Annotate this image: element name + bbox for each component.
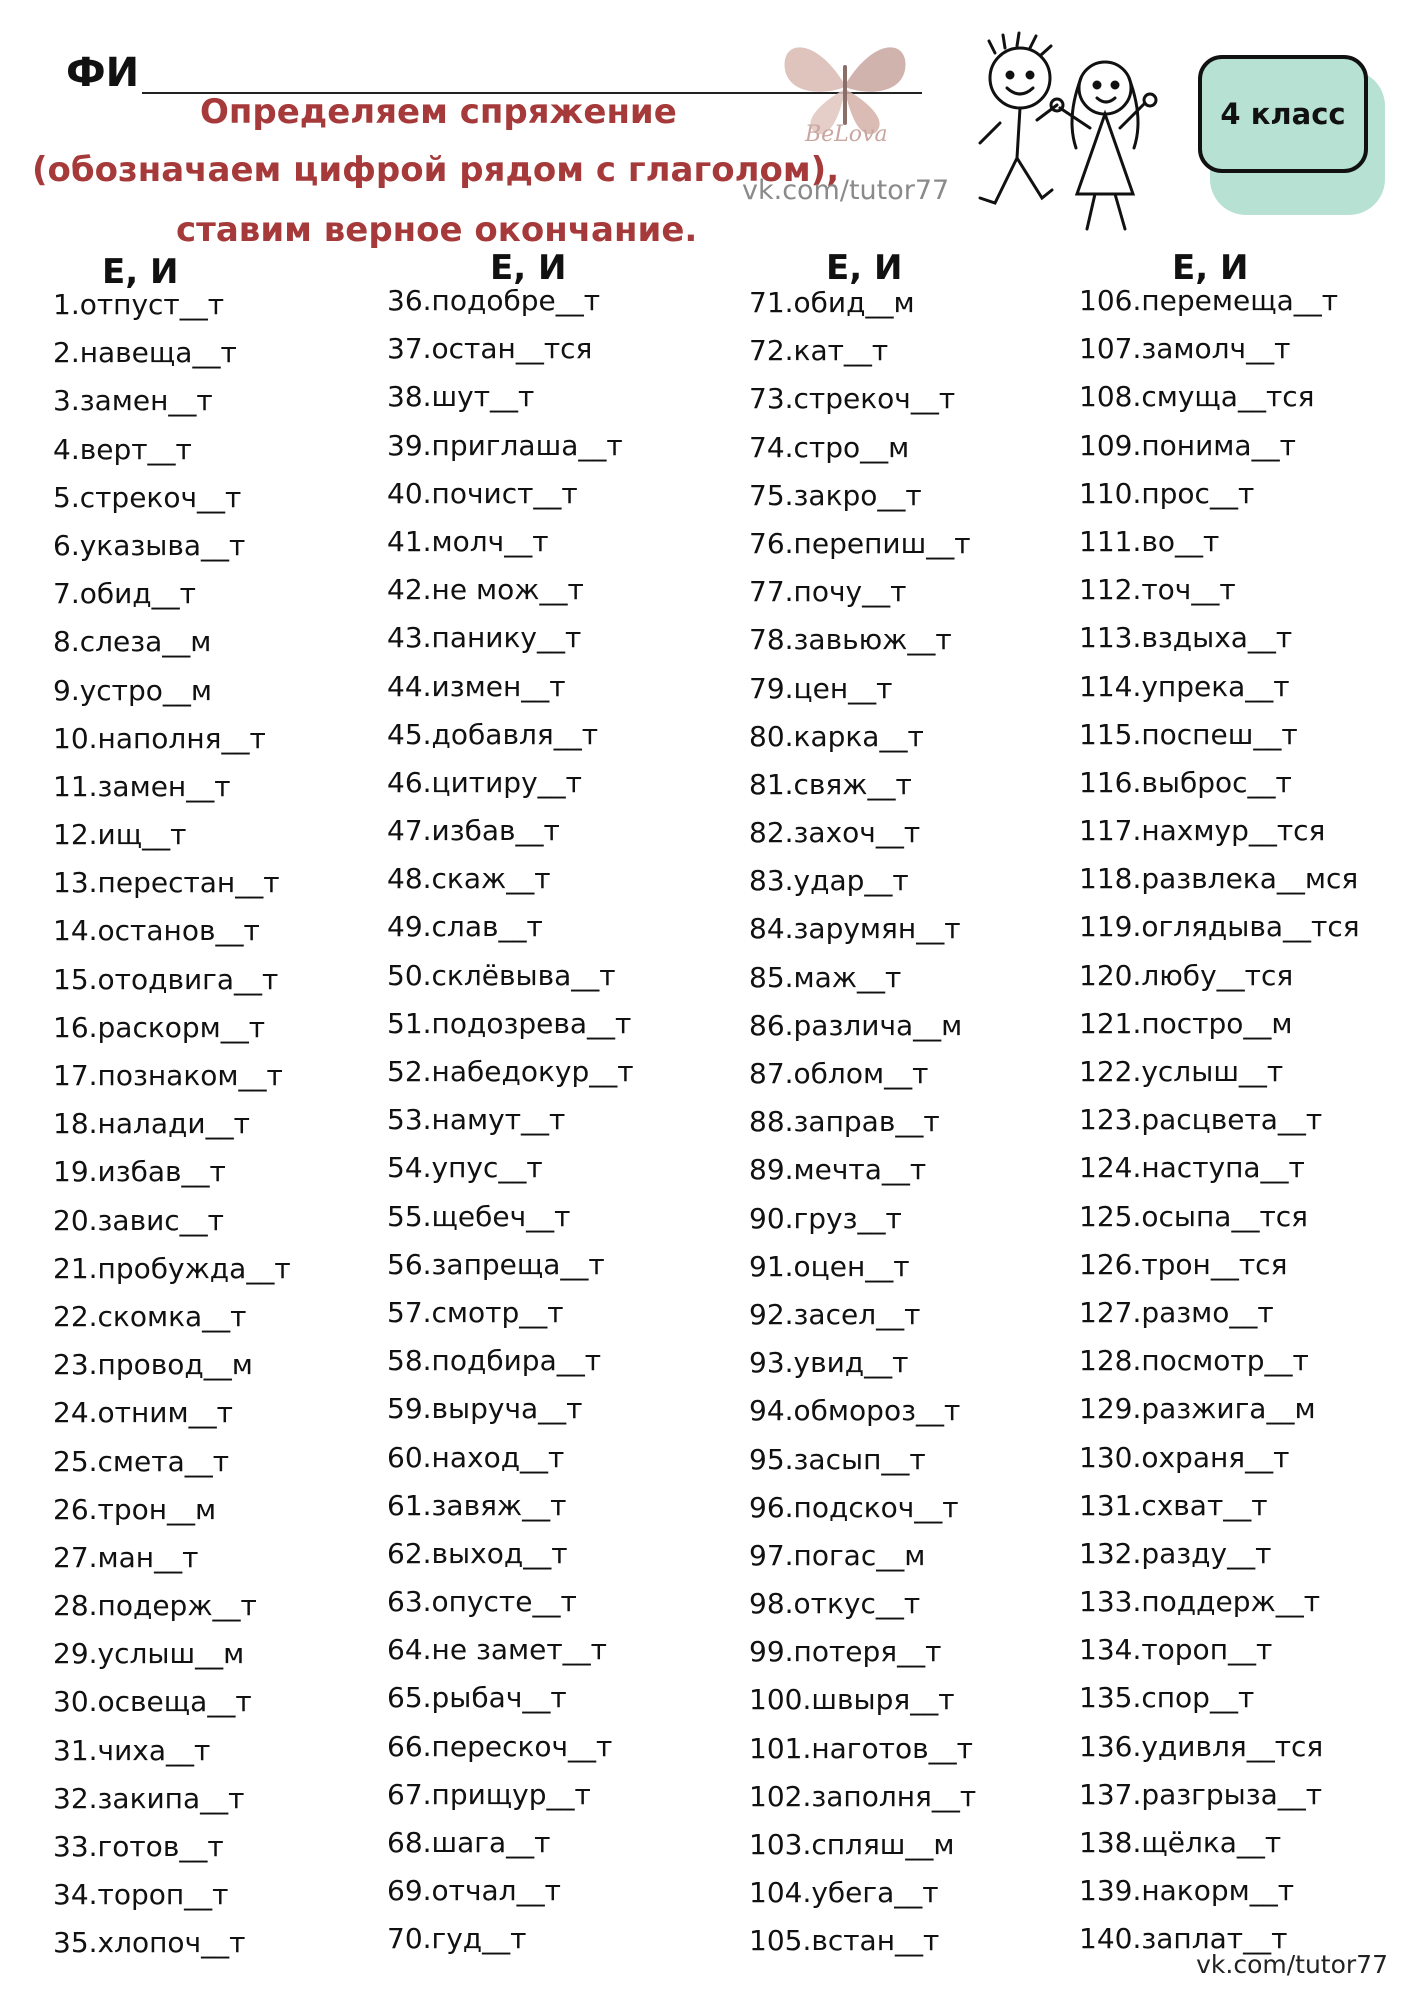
verb-item: 55.щебеч__т — [387, 1199, 571, 1233]
verb-item: 9.устро__м — [53, 673, 213, 707]
verb-item: 67.прищур__т — [387, 1777, 591, 1811]
verb-item: 89.мечта__т — [749, 1153, 927, 1187]
verb-item: 102.заполня__т — [749, 1779, 977, 1813]
verb-column-4 — [1079, 284, 1360, 1971]
verb-item: 103.спляш__м — [749, 1828, 955, 1861]
verb-item: 22.скомка__т — [53, 1299, 247, 1333]
verb-item: 60.наход__т — [387, 1440, 565, 1474]
verb-item: 32.закипа__т — [53, 1781, 245, 1815]
verb-item: 76.перепиш__т — [749, 526, 971, 560]
verb-item: 74.стро__м — [749, 430, 910, 464]
verb-item: 34.тороп__т — [53, 1878, 229, 1912]
verb-item: 38.шут__т — [387, 380, 535, 414]
verb-item: 43.панику__т — [387, 621, 582, 655]
verb-item: 51.подозрева__т — [387, 1006, 632, 1040]
verb-item: 17.познаком__т — [53, 1059, 283, 1092]
verb-item: 6.указыва__т — [53, 528, 246, 562]
verb-item: 19.избав__т — [53, 1155, 226, 1189]
verb-item: 58.подбира__т — [387, 1344, 602, 1378]
verb-item: 64.не замет__т — [387, 1633, 607, 1667]
verb-item: 93.увид__т — [749, 1346, 909, 1380]
verb-item: 65.рыбач__т — [387, 1681, 567, 1715]
vk-link-bottom[interactable]: vk.com/tutor77 — [1196, 1950, 1388, 1979]
verb-item: 68.шага__т — [387, 1826, 551, 1859]
verb-item: 96.подскоч__т — [749, 1490, 959, 1524]
column-header-4: Е, И — [1172, 248, 1249, 288]
verb-item: 27.ман__т — [53, 1540, 199, 1574]
verb-item: 53.намут__т — [387, 1103, 566, 1137]
verb-item: 25.смета__т — [53, 1444, 230, 1478]
verb-item: 135.спор__т — [1079, 1681, 1255, 1715]
verb-item: 12.ищ__т — [53, 818, 187, 852]
column-header-1: Е, И — [102, 252, 179, 292]
verb-item: 4.верт__т — [53, 432, 192, 466]
verb-item: 8.слеза__м — [53, 625, 212, 659]
verb-item: 13.перестан__т — [53, 866, 280, 900]
verb-item: 101.наготов__т — [749, 1731, 973, 1765]
verb-item: 122.услыш__т — [1079, 1055, 1284, 1088]
verb-item: 29.услыш__м — [53, 1637, 245, 1671]
verb-item: 11.замен__т — [53, 769, 231, 803]
verb-item: 106.перемеща__т — [1079, 284, 1339, 317]
verb-item: 105.встан__т — [749, 1924, 940, 1958]
verb-item: 62.выход__т — [387, 1536, 568, 1570]
fio-label: ФИ — [66, 50, 140, 96]
title-line-3: ставим верное окончание. — [176, 210, 698, 250]
verb-item: 133.поддерж__т — [1079, 1585, 1321, 1619]
verb-item: 39.приглаша__т — [387, 428, 623, 462]
verb-item: 44.измен__т — [387, 669, 566, 703]
verb-item: 111.во__т — [1079, 524, 1220, 558]
verb-item: 16.раскорм__т — [53, 1010, 266, 1044]
verb-item: 54.упус__т — [387, 1151, 543, 1185]
verb-item: 73.стрекоч__т — [749, 382, 956, 416]
verb-item: 63.опусте__т — [387, 1585, 577, 1619]
verb-item: 42.не мож__т — [387, 573, 584, 607]
verb-item: 69.отчал__т — [387, 1874, 561, 1908]
verb-item: 97.погас__м — [749, 1538, 926, 1572]
verb-item: 99.потеря__т — [749, 1635, 942, 1669]
verb-item: 35.хлопоч__т — [53, 1926, 246, 1960]
verb-item: 123.расцвета__т — [1079, 1103, 1323, 1137]
kids-illustration-icon — [955, 28, 1170, 238]
signature: BeLova — [805, 122, 888, 147]
verb-item: 81.свяж__т — [749, 767, 912, 801]
verb-item: 20.завис__т — [53, 1203, 224, 1237]
verb-item: 114.упрека__т — [1079, 669, 1290, 703]
verb-column-1 — [53, 288, 291, 1975]
title-line-1: Определяем спряжение — [200, 92, 677, 132]
grade-badge: 4 класс — [1198, 55, 1368, 173]
verb-item: 10.наполня__т — [53, 721, 266, 755]
vk-link-top[interactable]: vk.com/tutor77 — [742, 175, 950, 206]
verb-item: 77.почу__т — [749, 575, 907, 609]
verb-item: 129.разжига__м — [1079, 1392, 1316, 1426]
verb-item: 120.любу__тся — [1079, 958, 1294, 992]
verb-item: 117.нахмур__тся — [1079, 814, 1326, 848]
verb-item: 49.слав__т — [387, 910, 543, 944]
verb-item: 132.разду__т — [1079, 1536, 1272, 1570]
verb-item: 82.захоч__т — [749, 816, 921, 850]
verb-item: 33.готов__т — [53, 1830, 224, 1863]
verb-item: 85.маж__т — [749, 960, 902, 994]
verb-item: 87.облом__т — [749, 1057, 929, 1090]
verb-item: 140.заплат__т — [1079, 1922, 1288, 1956]
verb-item: 121.постро__м — [1079, 1006, 1293, 1040]
verb-item: 136.удивля__тся — [1079, 1729, 1324, 1763]
verb-item: 126.трон__тся — [1079, 1247, 1288, 1281]
verb-item: 46.цитиру__т — [387, 765, 582, 799]
verb-item: 91.оцен__т — [749, 1249, 910, 1283]
verb-item: 36.подобре__т — [387, 284, 601, 317]
verb-item: 50.склёвыва__т — [387, 958, 616, 992]
verb-column-3 — [749, 286, 976, 1973]
verb-item: 72.кат__т — [749, 334, 889, 368]
verb-item: 7.обид__т — [53, 577, 196, 611]
verb-item: 104.убега__т — [749, 1876, 939, 1910]
verb-item: 84.зарумян__т — [749, 912, 961, 946]
verb-item: 57.смотр__т — [387, 1295, 564, 1329]
column-header-2: Е, И — [490, 248, 567, 288]
verb-item: 94.обмороз__т — [749, 1394, 961, 1428]
verb-item: 95.засып__т — [749, 1442, 926, 1476]
verb-item: 21.пробужда__т — [53, 1251, 291, 1285]
verb-item: 109.понима__т — [1079, 428, 1296, 462]
verb-item: 90.груз__т — [749, 1201, 902, 1235]
verb-item: 134.тороп__т — [1079, 1633, 1273, 1667]
verb-item: 86.различа__м — [749, 1008, 963, 1042]
column-header-3: Е, И — [826, 248, 903, 288]
verb-item: 92.засел__т — [749, 1297, 921, 1331]
verb-item: 98.откус__т — [749, 1587, 921, 1621]
verb-item: 79.цен__т — [749, 671, 893, 705]
verb-item: 31.чиха__т — [53, 1733, 211, 1767]
verb-item: 127.размо__т — [1079, 1295, 1274, 1329]
verb-item: 118.развлека__мся — [1079, 862, 1359, 896]
verb-item: 37.остан__тся — [387, 332, 593, 366]
verb-item: 137.разгрыза__т — [1079, 1777, 1323, 1811]
verb-item: 78.завьюж__т — [749, 623, 952, 657]
verb-item: 48.скаж__т — [387, 862, 551, 896]
verb-item: 107.замолч__т — [1079, 332, 1291, 366]
title-line-2: (обозначаем цифрой рядом с глаголом), — [32, 150, 840, 190]
verb-item: 56.запреща__т — [387, 1247, 605, 1281]
verb-item: 66.перескоч__т — [387, 1729, 613, 1763]
verb-item: 75.закро__т — [749, 478, 922, 512]
verb-item: 100.швыря__т — [749, 1683, 955, 1717]
verb-item: 112.точ__т — [1079, 573, 1236, 607]
verb-item: 70.гуд__т — [387, 1922, 527, 1956]
verb-item: 113.вздыха__т — [1079, 621, 1293, 655]
verb-item: 115.поспеш__т — [1079, 717, 1298, 751]
verb-item: 61.завяж__т — [387, 1488, 567, 1522]
verb-item: 138.щёлка__т — [1079, 1826, 1282, 1859]
verb-item: 59.выруча__т — [387, 1392, 583, 1426]
verb-item: 28.подерж__т — [53, 1589, 257, 1623]
verb-item: 124.наступа__т — [1079, 1151, 1305, 1185]
verb-item: 119.оглядыва__тся — [1079, 910, 1360, 944]
verb-item: 130.охраня__т — [1079, 1440, 1290, 1474]
verb-item: 18.налади__т — [53, 1107, 250, 1141]
verb-item: 15.отодвига__т — [53, 962, 279, 996]
verb-item: 125.осыпа__тся — [1079, 1199, 1308, 1233]
verb-item: 30.освеща__т — [53, 1685, 252, 1719]
verb-item: 23.провод__м — [53, 1348, 253, 1382]
verb-item: 2.навеща__т — [53, 336, 237, 370]
verb-item: 40.почист__т — [387, 476, 578, 510]
verb-column-2 — [387, 284, 634, 1971]
verb-item: 26.трон__м — [53, 1492, 217, 1526]
verb-item: 14.останов__т — [53, 914, 260, 948]
verb-item: 41.молч__т — [387, 524, 549, 558]
verb-item: 5.стрекоч__т — [53, 480, 242, 514]
verb-item: 139.накорм__т — [1079, 1874, 1295, 1908]
verb-item: 52.набедокур__т — [387, 1055, 634, 1088]
verb-item: 108.смуща__тся — [1079, 380, 1315, 414]
verb-item: 3.замен__т — [53, 384, 213, 418]
verb-item: 1.отпуст__т — [53, 288, 225, 321]
verb-item: 131.схват__т — [1079, 1488, 1268, 1522]
verb-item: 47.избав__т — [387, 814, 560, 848]
verb-item: 24.отним__т — [53, 1396, 233, 1430]
verb-item: 116.выброс__т — [1079, 765, 1292, 799]
verb-item: 45.добавля__т — [387, 717, 598, 751]
verb-item: 83.удар__т — [749, 864, 909, 898]
verb-item: 88.заправ__т — [749, 1105, 940, 1139]
verb-item: 80.карка__т — [749, 719, 924, 753]
verb-item: 128.посмотр__т — [1079, 1344, 1309, 1378]
verb-item: 71.обид__м — [749, 286, 915, 319]
verb-item: 110.прос__т — [1079, 476, 1255, 510]
